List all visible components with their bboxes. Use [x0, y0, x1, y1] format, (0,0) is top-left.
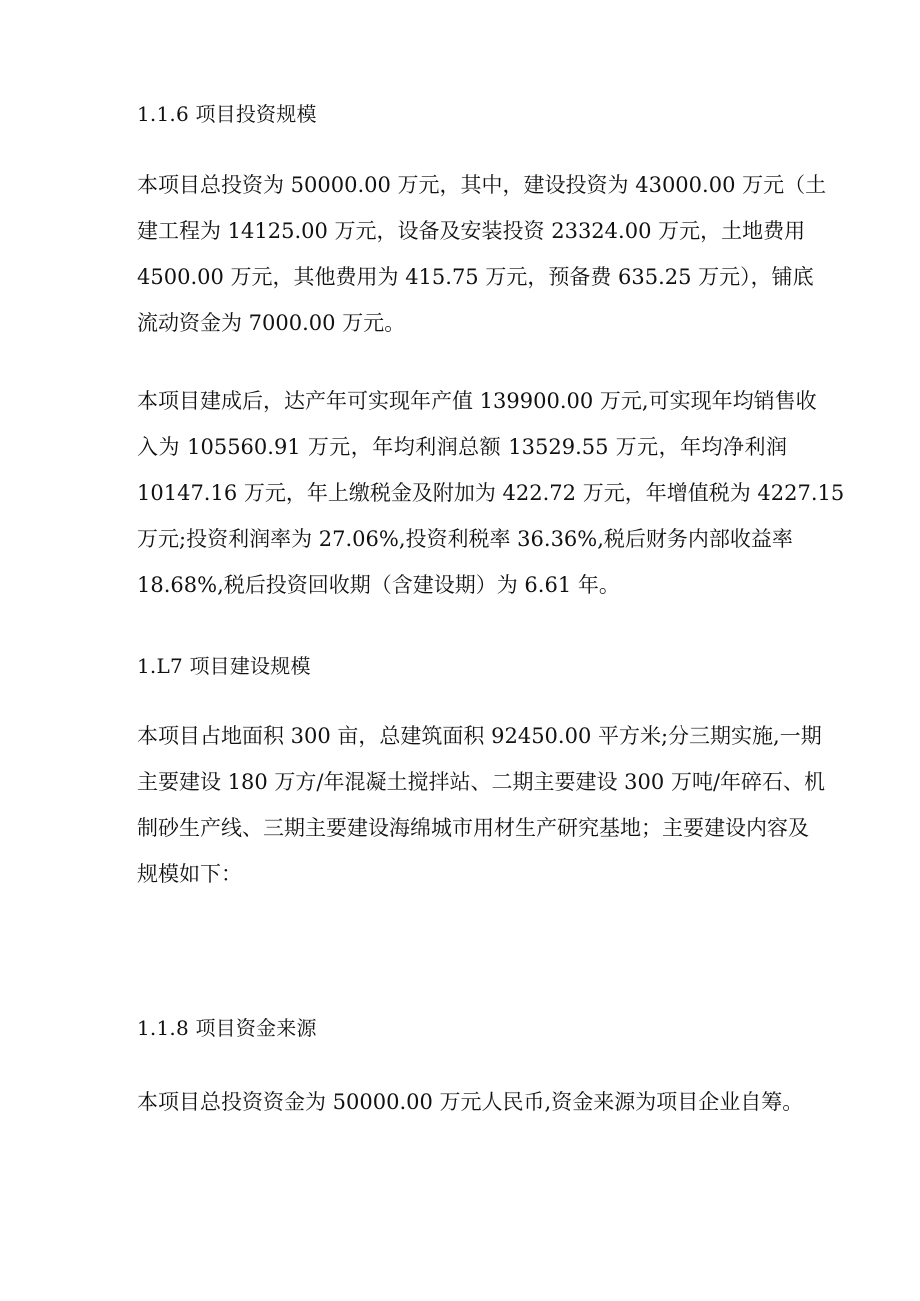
- paragraph-financial-indicators: [137, 378, 845, 608]
- paragraph-line: 本项目占地面积 300 亩，总建筑面积 92450.00 平方米;分三期实施,一期: [137, 724, 822, 748]
- paragraph-line: 4500.00 万元，其他费用为 415.75 万元，预备费 635.25 万元），铺底: [137, 265, 814, 289]
- paragraph-construction-content: [137, 713, 826, 897]
- paragraph-total-investment: [137, 162, 827, 346]
- section-heading-construction-scale: 1.L7 项目建设规模: [137, 654, 311, 678]
- paragraph-line: 规模如下：: [137, 862, 242, 886]
- section-heading-funding-source: 1.1.8 项目资金来源: [137, 1016, 317, 1040]
- paragraph-line: 建工程为 14125.00 万元，设备及安装投资 23324.00 万元，土地费用: [137, 219, 806, 243]
- paragraph-funding-source: [137, 1079, 804, 1125]
- paragraph-line: 本项目建成后，达产年可实现年产值 139900.00 万元,可实现年均销售收: [137, 389, 817, 413]
- paragraph-line: 流动资金为 7000.00 万元。: [137, 311, 406, 335]
- section-heading-investment-scale: 1.1.6 项目投资规模: [137, 102, 317, 126]
- paragraph-line: 10147.16 万元，年上缴税金及附加为 422.72 万元，年增值税为 4227.15: [137, 481, 845, 505]
- paragraph-line: 主要建设 180 万方/年混凝土搅拌站、二期主要建设 300 万吨/年碎石、机: [137, 770, 826, 794]
- paragraph-line: 入为 105560.91 万元，年均利润总额 13529.55 万元，年均净利润: [137, 435, 787, 459]
- paragraph-line: 万元;投资利润率为 27.06%,投资利税率 36.36%,税后财务内部收益率: [137, 527, 793, 551]
- paragraph-line: 本项目总投资为 50000.00 万元，其中，建设投资为 43000.00 万元（土: [137, 173, 827, 197]
- paragraph-line: 18.68%,税后投资回收期（含建设期）为 6.61 年。: [137, 573, 620, 597]
- paragraph-line: 制砂生产线、三期主要建设海绵城市用材生产研究基地；主要建设内容及: [137, 816, 809, 840]
- paragraph-line: 本项目总投资资金为 50000.00 万元人民币,资金来源为项目企业自筹。: [137, 1090, 804, 1114]
